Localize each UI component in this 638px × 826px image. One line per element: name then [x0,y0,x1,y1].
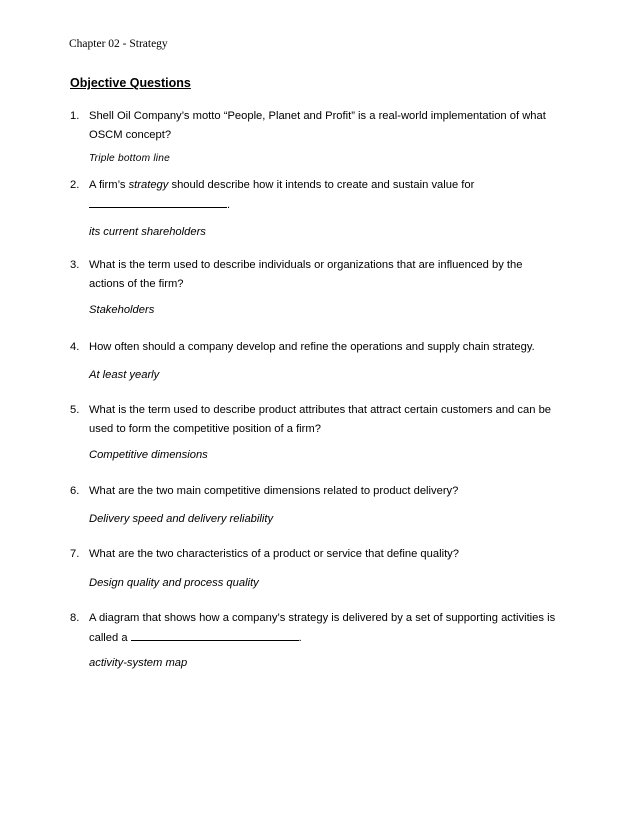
question-number: 3. [70,259,80,271]
question-1 [70,107,560,145]
answer-8: activity-system map [89,657,188,669]
question-text: What are the two main competitive dimensions related to product delivery? [89,485,459,497]
answer-5: Competitive dimensions [89,449,208,461]
section-title: Objective Questions [70,76,191,90]
question-7 [70,545,560,564]
fill-in-blank [131,628,299,641]
question-text: A firm’s strategy should describe how it intends to create and sustain value for . [89,179,475,211]
question-8 [70,609,560,648]
answer-4: At least yearly [89,369,160,381]
answer-7: Design quality and process quality [89,577,259,589]
question-text: What are the two characteristics of a product or service that define quality? [89,548,459,560]
question-number: 8. [70,612,80,624]
question-text: A diagram that shows how a company’s strategy is delivered by a set of supporting activities is called a . [89,612,556,644]
question-5 [70,401,560,439]
emphasis-strategy: strategy [128,179,169,191]
question-text: What is the term used to describe product attributes that attract certain customers and can be used to form the competitive position of a firm? [89,404,552,435]
question-3 [70,256,560,294]
page-header: Chapter 02 - Strategy [69,38,168,50]
question-text: What is the term used to describe individuals or organizations that are influenced by the actions of the firm? [89,259,523,290]
question-number: 6. [70,485,80,497]
question-2 [70,176,560,215]
question-6 [70,482,560,501]
question-text: How often should a company develop and refine the operations and supply chain strategy. [89,341,535,353]
answer-3: Stakeholders [89,304,155,316]
question-number: 2. [70,179,80,191]
fill-in-blank [89,195,227,208]
question-text: Shell Oil Company’s motto “People, Planet and Profit” is a real-world implementation of what OSCM concept? [89,110,546,141]
question-4 [70,338,560,357]
answer-1: Triple bottom line [89,153,170,164]
answer-6: Delivery speed and delivery reliability [89,513,274,525]
question-number: 1. [70,110,80,122]
question-number: 5. [70,404,80,416]
question-number: 7. [70,548,80,560]
question-number: 4. [70,341,80,353]
answer-2: its current shareholders [89,226,206,238]
